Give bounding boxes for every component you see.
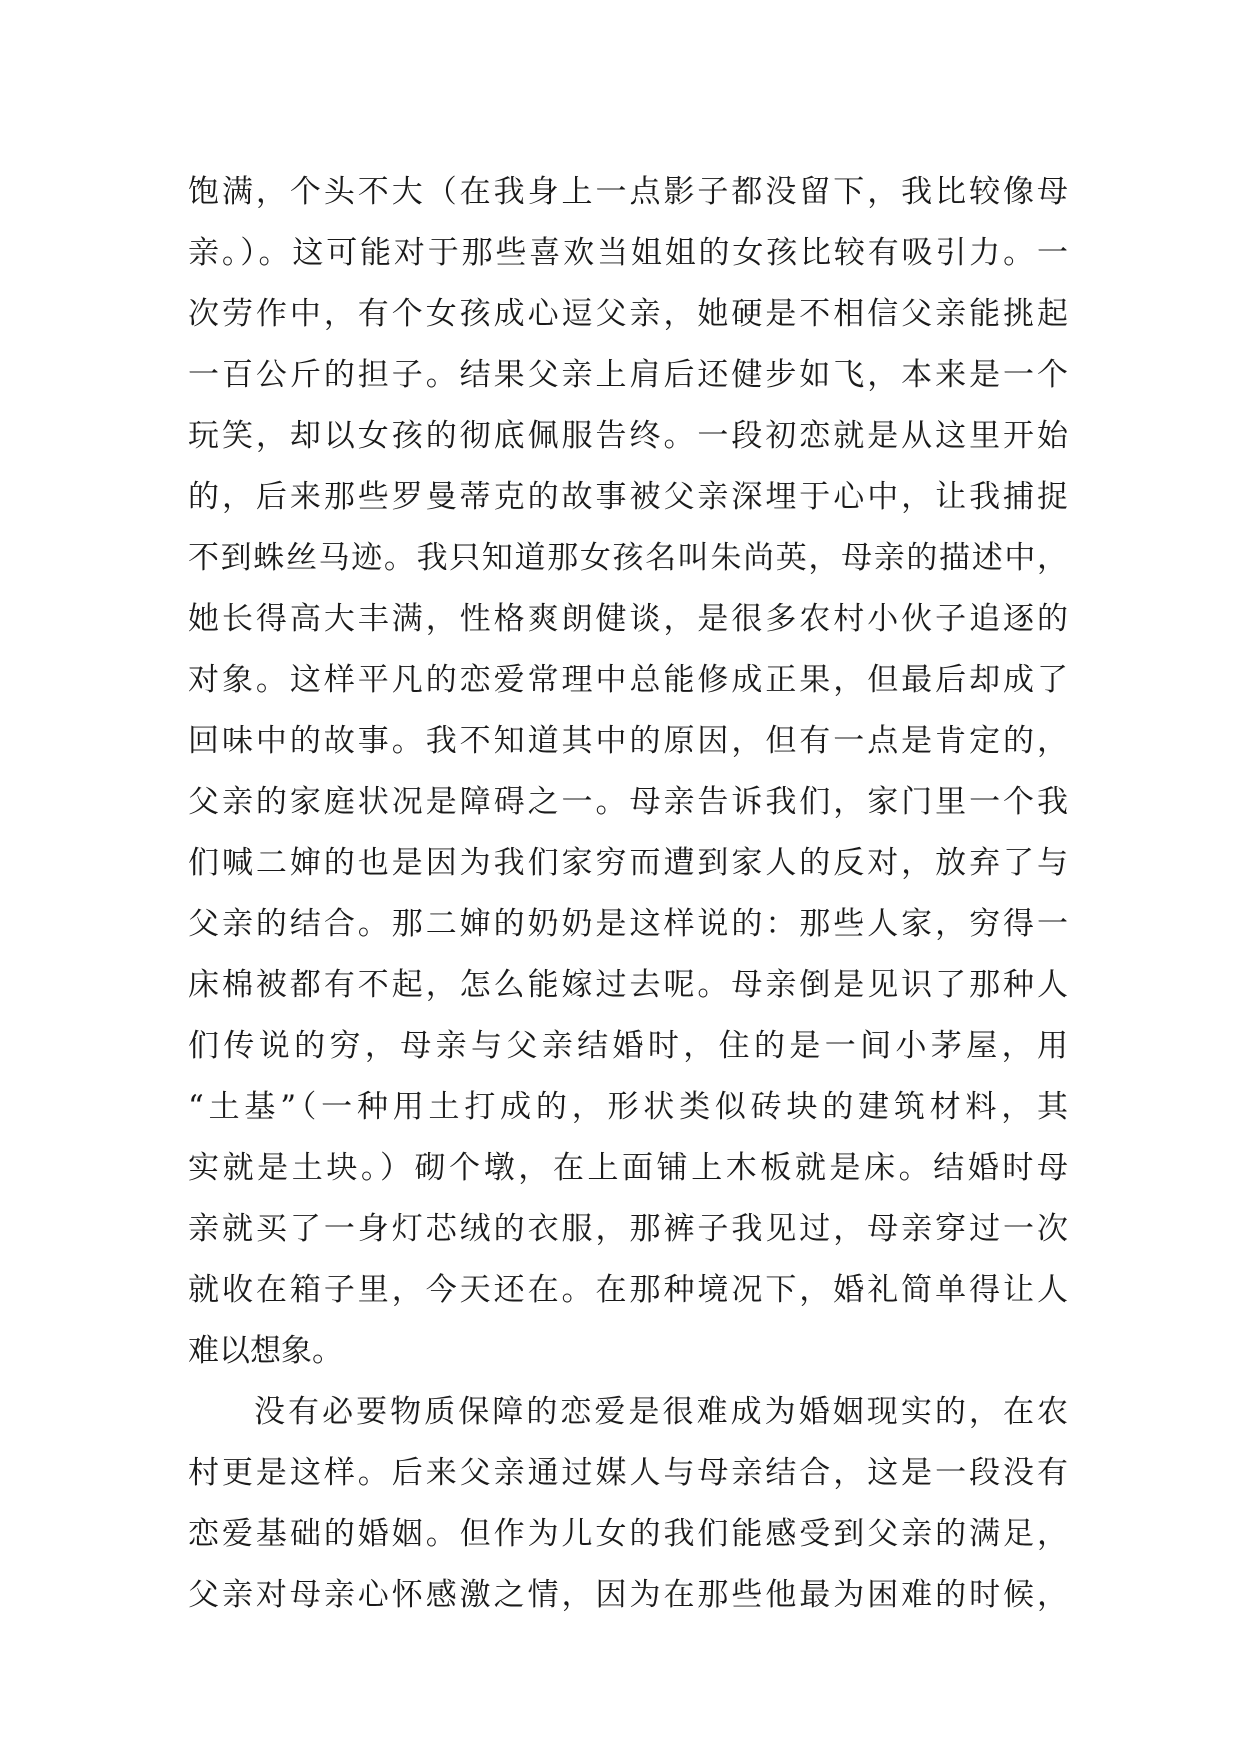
text-line: 亲。）。这可能对于那些喜欢当姐姐的女孩比较有吸引力。一 — [188, 235, 1068, 271]
text-line: 对象。这样平凡的恋爱常理中总能修成正果，但最后却成了 — [188, 662, 1068, 698]
text-line: 亲就买了一身灯芯绒的衣服，那裤子我见过，母亲穿过一次 — [188, 1211, 1068, 1247]
text-line: 就收在箱子里，今天还在。在那种境况下，婚礼简单得让人 — [188, 1272, 1068, 1308]
text-line: 不到蛛丝马迹。我只知道那女孩名叫朱尚英，母亲的描述中， — [188, 540, 1068, 576]
text-line: 没有必要物质保障的恋爱是很难成为婚姻现实的，在农 — [254, 1394, 1068, 1430]
text-line: 父亲的结合。那二婶的奶奶是这样说的：那些人家，穷得一 — [188, 906, 1068, 942]
text-line: 的，后来那些罗曼蒂克的故事被父亲深埋于心中，让我捕捉 — [188, 479, 1068, 515]
body-text — [188, 162, 1068, 1626]
text-line: 玩笑，却以女孩的彻底佩服告终。一段初恋就是从这里开始 — [188, 418, 1068, 454]
text-line: 实就是土块。）砌个墩，在上面铺上木板就是床。结婚时母 — [188, 1150, 1068, 1186]
text-line: 们喊二婶的也是因为我们家穷而遭到家人的反对，放弃了与 — [188, 845, 1068, 881]
text-line: “土基”（一种用土打成的，形状类似砖块的建筑材料，其 — [188, 1089, 1068, 1125]
text-line: 一百公斤的担子。结果父亲上肩后还健步如飞，本来是一个 — [188, 357, 1068, 393]
paragraph — [188, 162, 1068, 1382]
text-line: 难以想象。 — [188, 1333, 343, 1369]
text-line: 恋爱基础的婚姻。但作为儿女的我们能感受到父亲的满足， — [188, 1516, 1068, 1552]
text-line: 次劳作中，有个女孩成心逗父亲，她硬是不相信父亲能挑起 — [188, 296, 1068, 332]
text-line: 村更是这样。后来父亲通过媒人与母亲结合，这是一段没有 — [188, 1455, 1068, 1491]
text-line: 父亲的家庭状况是障碍之一。母亲告诉我们，家门里一个我 — [188, 784, 1068, 820]
text-line: 她长得高大丰满，性格爽朗健谈，是很多农村小伙子追逐的 — [188, 601, 1068, 637]
text-line: 父亲对母亲心怀感激之情，因为在那些他最为困难的时候， — [188, 1577, 1068, 1613]
paragraph — [188, 1382, 1068, 1626]
text-line: 饱满，个头不大（在我身上一点影子都没留下，我比较像母 — [188, 174, 1068, 210]
text-line: 床棉被都有不起，怎么能嫁过去呢。母亲倒是见识了那种人 — [188, 967, 1068, 1003]
text-line: 回味中的故事。我不知道其中的原因，但有一点是肯定的， — [188, 723, 1068, 759]
text-line: 们传说的穷，母亲与父亲结婚时，住的是一间小茅屋，用 — [188, 1028, 1068, 1064]
